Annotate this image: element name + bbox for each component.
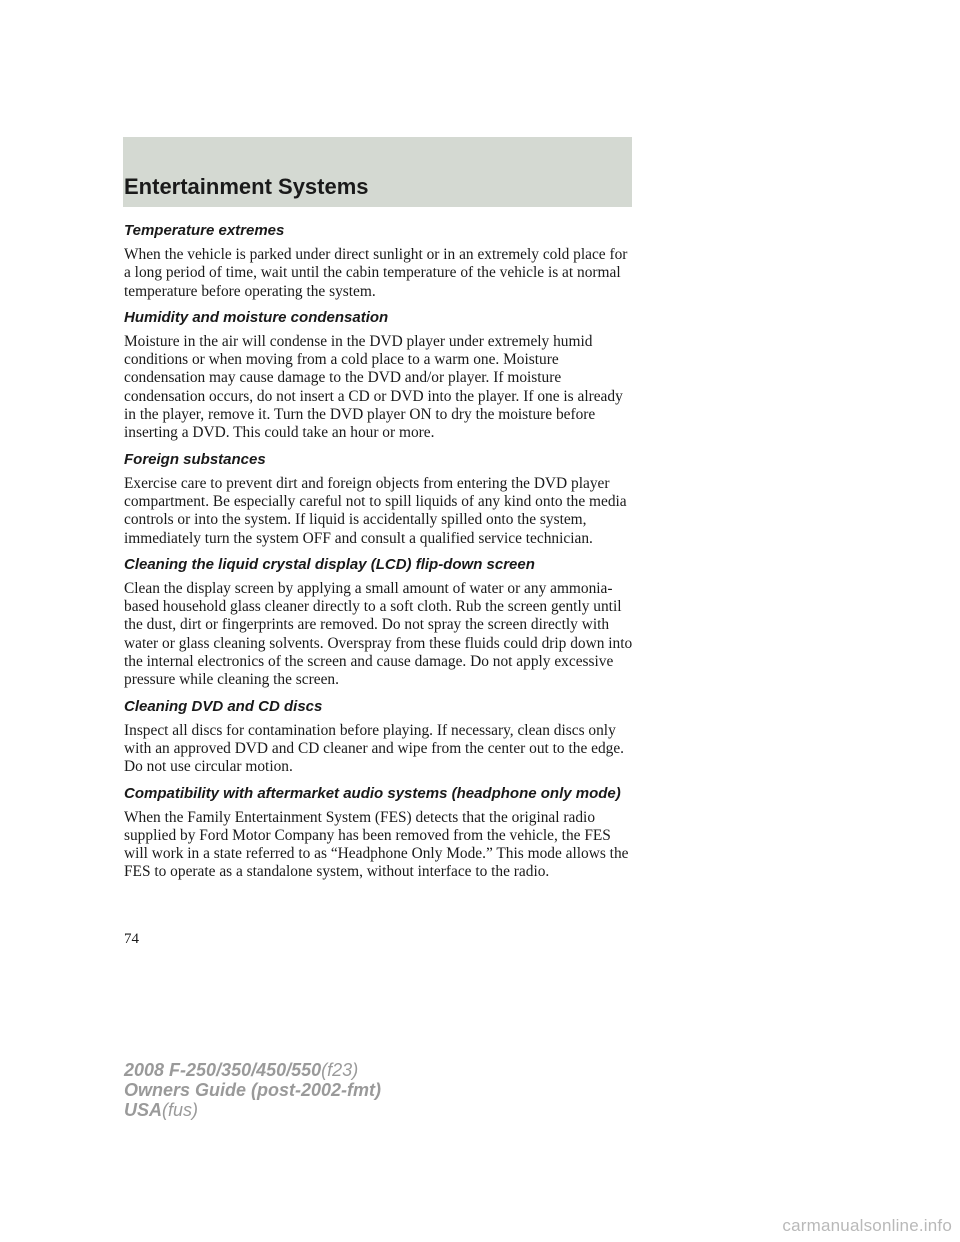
section-heading: Foreign substances [124,450,266,468]
section-heading: Compatibility with aftermarket audio systems (headphone only mode) [124,784,621,802]
section-heading: Cleaning the liquid crystal display (LCD) flip-down screen [124,555,535,573]
section-body: Exercise care to prevent dirt and foreign objects from entering the DVD player compartment. Be especially careful not to spill liquids of any kind onto the media controls or into the system. If liquid is accidentally spilled onto the system, immediately turn the system OFF and consult a qualified service technician. [124,474,627,547]
section-heading: Temperature extremes [124,222,285,239]
page-title: Entertainment Systems [124,174,369,199]
footer-model: 2008 F-250/350/450/550 [124,1060,322,1080]
footer-line-2 [124,1080,381,1100]
section-heading: Humidity and moisture condensation [124,308,389,326]
section-heading: Cleaning DVD and CD discs [124,697,323,715]
section-compatibility [124,785,636,882]
section-cleaning-lcd [124,556,636,690]
page-number: 74 [124,931,139,947]
page-content [124,222,636,890]
section-cleaning-discs [124,698,636,777]
footer-imprint [124,1060,381,1120]
section-body: When the Family Entertainment System (FES) detects that the original radio supplied by Ford Motor Company has been removed from the vehicle, the FES will work in a state referred to as “Headphone Only Mode.” This mode allows the FES to operate as a standalone system, without interface to the radio. [124,808,629,881]
footer-line-3 [124,1100,381,1120]
section-foreign-substances [124,451,636,548]
section-humidity [124,309,636,443]
watermark: carmanualsonline.info [782,1216,952,1235]
section-temperature-extremes [124,222,636,301]
section-body: Clean the display screen by applying a small amount of water or any ammonia-based household glass cleaner directly to a soft cloth. Rub the screen gently until the dust, dirt or fingerprints are removed. Do not spray the screen directly with water or glass cleaning solvents. Overspray from these fluids could drip down into the internal electronics of the screen and cause damage. Do not apply excessive pressure while cleaning the screen. [124,579,633,689]
footer-market-code: (fus) [162,1100,199,1120]
section-body: Moisture in the air will condense in the DVD player under extremely humid conditions or when moving from a cold place to a warm one. Moisture condensation may cause damage to the DVD and/or player. If moisture condensation occurs, do not insert a CD or DVD into the player. If one is already in the player, remove it. Turn the DVD player ON to dry the moisture before inserting a DVD. This could take an hour or more. [124,332,623,442]
footer-line-1 [124,1060,381,1080]
section-body: Inspect all discs for contamination before playing. If necessary, clean discs only with an approved DVD and CD cleaner and wipe from the center out to the edge. Do not use circular motion. [124,721,625,776]
footer-market: USA [124,1100,163,1120]
footer-guide: Owners Guide (post-2002-fmt) [124,1080,382,1100]
footer-model-code: (f23) [321,1060,359,1080]
section-body: When the vehicle is parked under direct sunlight or in an extremely cold place for a long period of time, wait until the cabin temperature of the vehicle is at normal temperature before operating the system. [124,246,628,300]
